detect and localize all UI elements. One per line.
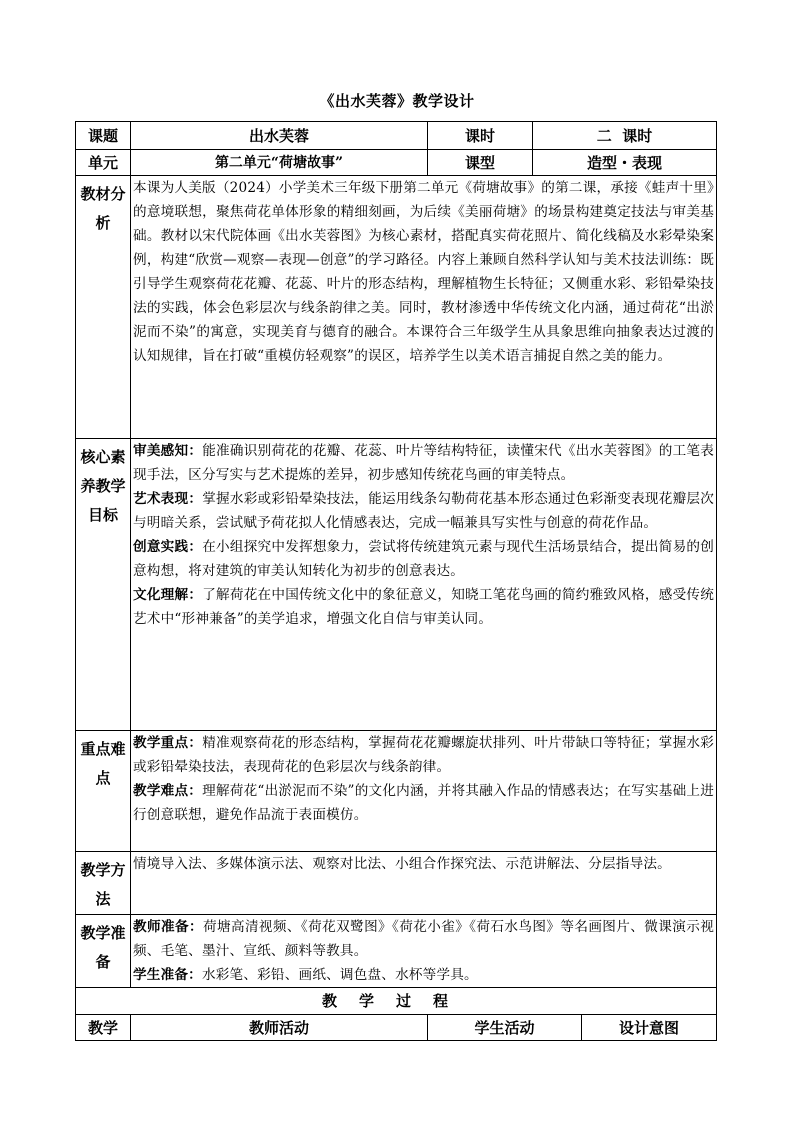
unit-label: 单元 (76, 150, 131, 176)
type-label: 课型 (428, 150, 533, 176)
preparation-label: 教学准备 (76, 915, 131, 988)
goals-content (131, 439, 717, 731)
keypoints-content (131, 731, 717, 852)
lesson-design-table (75, 121, 717, 1041)
type-value: 造型・表现 (533, 150, 717, 176)
goal-culture (133, 583, 714, 631)
preparation-content (131, 915, 717, 988)
prep-student-text: 水彩笔、彩铅、画纸、调色盘、水杯等学具。 (201, 967, 478, 983)
prep-teacher-text: 荷塘高清视频、《荷花双鹭图》《荷花小雀》《荷石水鸟图》等名画图片、微课演示视频、毛笔、墨汁、宣纸、颜料等教具。 (133, 919, 715, 959)
document-title: 《出水芙蓉》教学设计 (319, 92, 475, 110)
goal-practice (133, 535, 714, 583)
prep-student-head: 学生准备： (133, 967, 202, 983)
process-col-intent: 设计意图 (582, 1015, 717, 1041)
preparation-row (76, 915, 717, 988)
key-focus-head: 教学重点： (133, 735, 203, 751)
key-difficulty-head: 教学难点： (133, 783, 203, 799)
methods-text: 情境导入法、多媒体演示法、观察对比法、小组合作探究法、示范讲解法、分层指导法。 (131, 852, 717, 915)
keypoints-label: 重点难点 (76, 731, 131, 852)
topic-value: 出水芙蓉 (131, 122, 428, 150)
goal-culture-head: 文化理解： (133, 587, 203, 603)
goal-practice-text: 在小组探究中发挥想象力，尝试将传统建筑元素与现代生活场景结合，提出简易的创意构想，将对建筑的审美认知转化为初步的创意表达。 (133, 539, 715, 579)
key-focus (133, 731, 714, 779)
hours-label: 课时 (428, 122, 533, 150)
process-col-student: 学生活动 (428, 1015, 582, 1041)
unit-row (76, 150, 717, 176)
process-title-row (76, 988, 717, 1015)
prep-teacher-head: 教师准备： (133, 919, 203, 935)
goal-expression-head: 艺术表现： (133, 491, 203, 507)
topic-label: 课题 (76, 122, 131, 150)
process-header-row (76, 1015, 717, 1041)
goals-row (76, 439, 717, 731)
goal-expression (133, 487, 714, 535)
analysis-text: 本课为人美版（2024）小学美术三年级下册第二单元《荷塘故事》的第二课，承接《蛙声十里》的意境联想，聚焦荷花单体形象的精细刻画，为后续《美丽荷塘》的场景构建奠定技法与审美基础。教材以宋代院体画《出水芙蓉图》为核心素材，搭配真实荷花照片、简化线稿及水彩晕染案例，构建“欣赏—观察—表现—创意”的学习路径。内容上兼顾自然科学认知与美术技法训练：既引导学生观察荷花花瓣、花蕊、叶片的形态结构，理解植物生长特征；又侧重水彩、彩铅晕染技法的实践，体会色彩层次与线条韵律之美。同时，教材渗透中华传统文化内涵，通过荷花“出淤泥而不染”的寓意，实现美育与德育的融合。本课符合三年级学生从具象思维向抽象表达过渡的认知规律，旨在打破“重模仿轻观察”的误区，培养学生以美术语言捕捉自然之美的能力。 (131, 176, 717, 439)
process-col-stage: 教学 (76, 1015, 131, 1041)
unit-value: 第二单元“荷塘故事” (131, 150, 428, 176)
key-focus-text: 精准观察荷花的形态结构，掌握荷花花瓣螺旋状排列、叶片带缺口等特征；掌握水彩或彩铅晕染技法，表现荷花的色彩层次与线条韵律。 (133, 735, 715, 775)
goal-culture-text: 了解荷花在中国传统文化中的象征意义，知晓工笔花鸟画的简约雅致风格，感受传统艺术中“形神兼备”的美学追求，增强文化自信与审美认同。 (133, 587, 715, 627)
key-difficulty-text: 理解荷花“出淤泥而不染”的文化内涵，并将其融入作品的情感表达；在写实基础上进行创意联想，避免作品流于表面模仿。 (133, 783, 715, 823)
goal-aesthetic-head: 审美感知： (133, 443, 203, 459)
keypoints-row (76, 731, 717, 852)
hours-value: 二 课时 (533, 122, 717, 150)
analysis-row (76, 176, 717, 439)
goal-practice-head: 创意实践： (133, 539, 203, 555)
prep-teacher (133, 915, 714, 963)
goal-aesthetic-text: 能准确识别荷花的花瓣、花蕊、叶片等结构特征，读懂宋代《出水芙蓉图》的工笔表现手法，区分写实与艺术提炼的差异，初步感知传统花鸟画的审美特点。 (133, 443, 715, 483)
prep-student (133, 963, 714, 987)
analysis-label: 教材分析 (76, 176, 131, 439)
topic-row (76, 122, 717, 150)
goal-aesthetic (133, 439, 714, 487)
methods-row (76, 852, 717, 915)
process-title: 教学过程 (76, 988, 717, 1015)
key-difficulty (133, 779, 714, 827)
methods-label: 教学方法 (76, 852, 131, 915)
goals-label: 核心素养教学目标 (76, 439, 131, 731)
goal-expression-text: 掌握水彩或彩铅晕染技法，能运用线条勾勒荷花基本形态通过色彩渐变表现花瓣层次与明暗关系，尝试赋予荷花拟人化情感表达，完成一幅兼具写实性与创意的荷花作品。 (133, 491, 715, 531)
process-col-teacher: 教师活动 (131, 1015, 428, 1041)
